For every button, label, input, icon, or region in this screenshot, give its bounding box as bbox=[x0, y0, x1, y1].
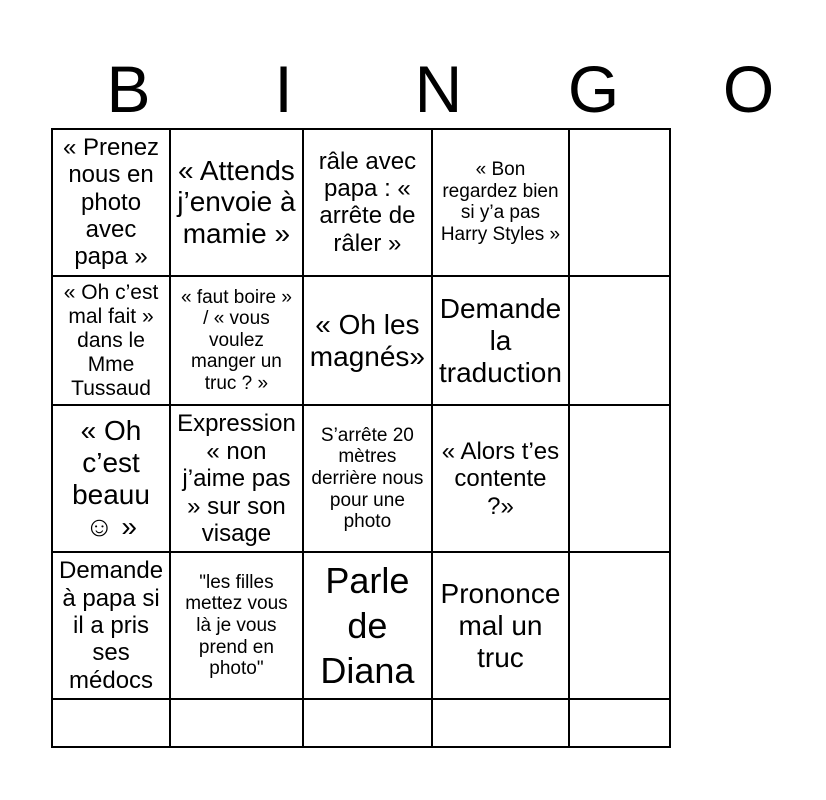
cell-text: "les filles mettez vous là je vous prend en photo" bbox=[185, 571, 288, 680]
bingo-cell-r3c4[interactable] bbox=[433, 406, 570, 553]
bingo-cell-r4c5[interactable] bbox=[570, 553, 671, 700]
bingo-cell-r4c2[interactable] bbox=[171, 553, 304, 700]
bingo-header bbox=[51, 50, 775, 128]
bingo-cell-r1c1[interactable] bbox=[53, 130, 171, 277]
bingo-cell-r1c3[interactable] bbox=[304, 130, 433, 277]
bingo-cell-r5c2[interactable] bbox=[171, 700, 304, 748]
cell-text: râle avec papa : « arrête de râler » bbox=[318, 147, 417, 257]
bingo-cell-r2c5[interactable] bbox=[570, 277, 671, 407]
bingo-card bbox=[51, 128, 671, 748]
bingo-cell-r5c3[interactable] bbox=[304, 700, 433, 748]
header-letter-g: G bbox=[567, 52, 620, 126]
bingo-cell-r4c1[interactable] bbox=[53, 553, 171, 700]
bingo-cell-r5c4[interactable] bbox=[433, 700, 570, 748]
cell-text: « Bon regardez bien si y’a pas Harry Styles » bbox=[440, 159, 561, 246]
bingo-cell-r4c3[interactable] bbox=[304, 553, 433, 700]
bingo-cell-r2c4[interactable] bbox=[433, 277, 570, 407]
cell-text: Prononce mal un truc bbox=[440, 577, 561, 673]
cell-text: Expression « non j’aime pas » sur son visage bbox=[177, 410, 296, 547]
cell-text: « faut boire » / « vous voulez manger un truc ? » bbox=[180, 286, 292, 395]
bingo-cell-r3c5[interactable] bbox=[570, 406, 671, 553]
header-letter-o: O bbox=[722, 52, 775, 126]
bingo-cell-r3c3[interactable] bbox=[304, 406, 433, 553]
cell-text: « Oh c’est mal fait » dans le Mme Tussaud bbox=[63, 280, 159, 400]
bingo-cell-r1c2[interactable] bbox=[171, 130, 304, 277]
cell-text: Parle de Diana bbox=[320, 560, 415, 692]
header-letter-i: I bbox=[274, 52, 293, 126]
cell-text: Demande la traduction bbox=[438, 292, 562, 388]
bingo-cell-r4c4[interactable] bbox=[433, 553, 570, 700]
cell-text: S’arrête 20 mètres derrière nous pour une photo bbox=[311, 424, 424, 533]
header-letter-n: N bbox=[414, 52, 463, 126]
bingo-cell-r2c2[interactable] bbox=[171, 277, 304, 407]
bingo-cell-r3c1[interactable] bbox=[53, 406, 171, 553]
cell-text: « Oh les magnés» bbox=[309, 308, 425, 372]
bingo-cell-r1c5[interactable] bbox=[570, 130, 671, 277]
cell-text: Demande à papa si il a pris ses médocs bbox=[59, 557, 164, 694]
bingo-cell-r3c2[interactable] bbox=[171, 406, 304, 553]
bingo-cell-r2c3[interactable] bbox=[304, 277, 433, 407]
cell-text: « Oh c’est beauu ☺ » bbox=[72, 415, 150, 542]
bingo-cell-r5c5[interactable] bbox=[570, 700, 671, 748]
bingo-cell-r2c1[interactable] bbox=[53, 277, 171, 407]
bingo-cell-r1c4[interactable] bbox=[433, 130, 570, 277]
header-letter-b: B bbox=[106, 52, 151, 126]
cell-text: « Alors t’es contente ?» bbox=[441, 437, 560, 520]
cell-text: « Prenez nous en photo avec papa » bbox=[63, 134, 160, 271]
bingo-cell-r5c1[interactable] bbox=[53, 700, 171, 748]
cell-text: « Attends j’envoie à mamie » bbox=[177, 154, 296, 250]
